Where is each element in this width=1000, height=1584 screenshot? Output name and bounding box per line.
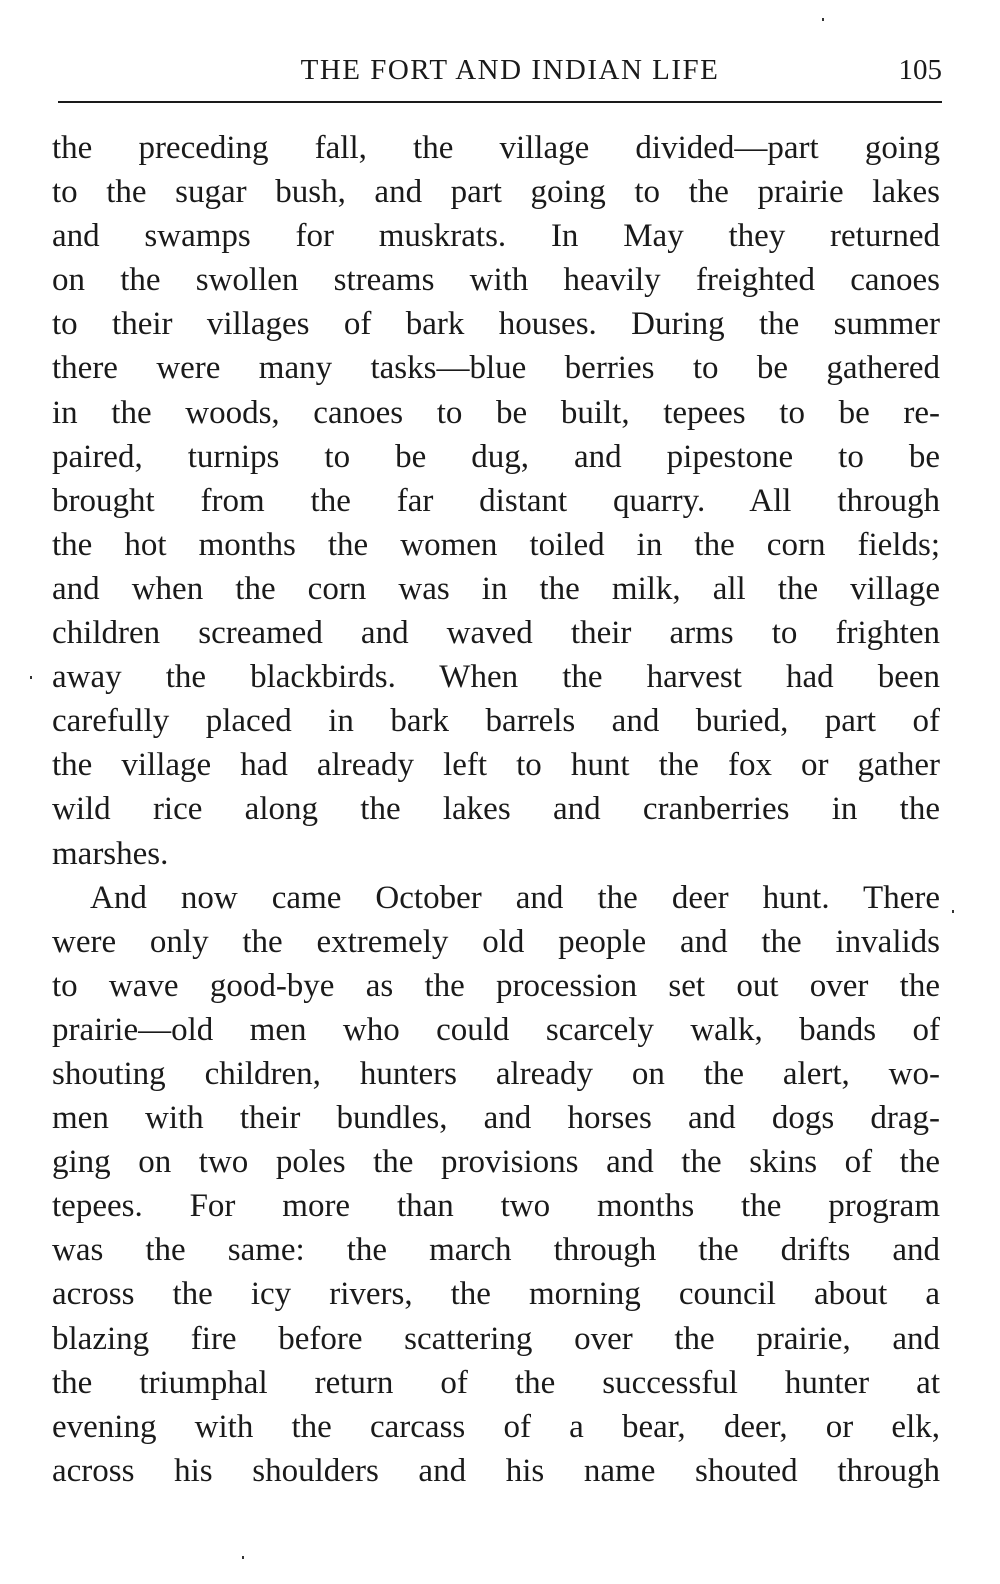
body-text — [52, 126, 940, 1493]
print-speck — [822, 18, 824, 21]
text-line: there were many tasks—blue berries to be gathered — [52, 350, 940, 387]
text-line: to the sugar bush, and part going to the prairie lakes — [52, 174, 940, 211]
text-line: to their villages of bark houses. During the summer — [52, 306, 940, 343]
text-line: children screamed and waved their arms to frighten — [52, 615, 940, 652]
text-line: were only the extremely old people and the invalids — [52, 923, 940, 960]
header-rule — [58, 101, 942, 103]
text-line: paired, turnips to be dug, and pipestone to be — [52, 438, 940, 475]
text-line: blazing fire before scattering over the prairie, and — [52, 1320, 940, 1357]
text-line: carefully placed in bark barrels and buried, part of — [52, 703, 940, 740]
print-speck — [242, 1556, 244, 1559]
text-line: tepees. For more than two months the program — [52, 1188, 940, 1225]
text-line: to wave good-bye as the procession set out over the — [52, 967, 940, 1004]
text-line: wild rice along the lakes and cranberries in the — [52, 791, 940, 828]
running-head — [58, 50, 942, 90]
paragraph-end-line: marshes. — [52, 835, 169, 872]
text-line: the village had already left to hunt the fox or gather — [52, 747, 940, 784]
page-number: 105 — [898, 54, 942, 86]
text-line: was the same: the march through the drifts and — [52, 1232, 940, 1269]
text-line: and when the corn was in the milk, all the village — [52, 570, 940, 607]
text-line: across his shoulders and his name shouted through — [52, 1452, 940, 1489]
text-line: evening with the carcass of a bear, deer, or elk, — [52, 1408, 940, 1445]
text-line: and swamps for muskrats. In May they returned — [52, 218, 940, 255]
text-line: the preceding fall, the village divided—part going — [52, 130, 940, 166]
text-line: men with their bundles, and horses and dogs drag- — [52, 1100, 940, 1137]
text-line: away the blackbirds. When the harvest had been — [52, 659, 940, 696]
print-speck — [30, 676, 32, 679]
text-line: shouting children, hunters already on the alert, wo- — [52, 1055, 940, 1092]
text-line: the triumphal return of the successful hunter at — [52, 1364, 940, 1401]
running-title: THE FORT AND INDIAN LIFE — [300, 54, 720, 86]
text-line: prairie—old men who could scarcely walk, bands of — [52, 1011, 940, 1048]
text-line: ging on two poles the provisions and the skins of the — [52, 1144, 940, 1181]
print-speck — [952, 910, 954, 913]
text-line: brought from the far distant quarry. All through — [52, 482, 940, 519]
text-line: the hot months the women toiled in the corn fields; — [52, 526, 940, 563]
text-line: in the woods, canoes to be built, tepees to be re- — [52, 394, 940, 431]
text-line: across the icy rivers, the morning council about a — [52, 1276, 940, 1313]
paragraph-start-line: And now came October and the deer hunt. There — [90, 879, 940, 916]
text-line: on the swollen streams with heavily freighted canoes — [52, 262, 940, 299]
